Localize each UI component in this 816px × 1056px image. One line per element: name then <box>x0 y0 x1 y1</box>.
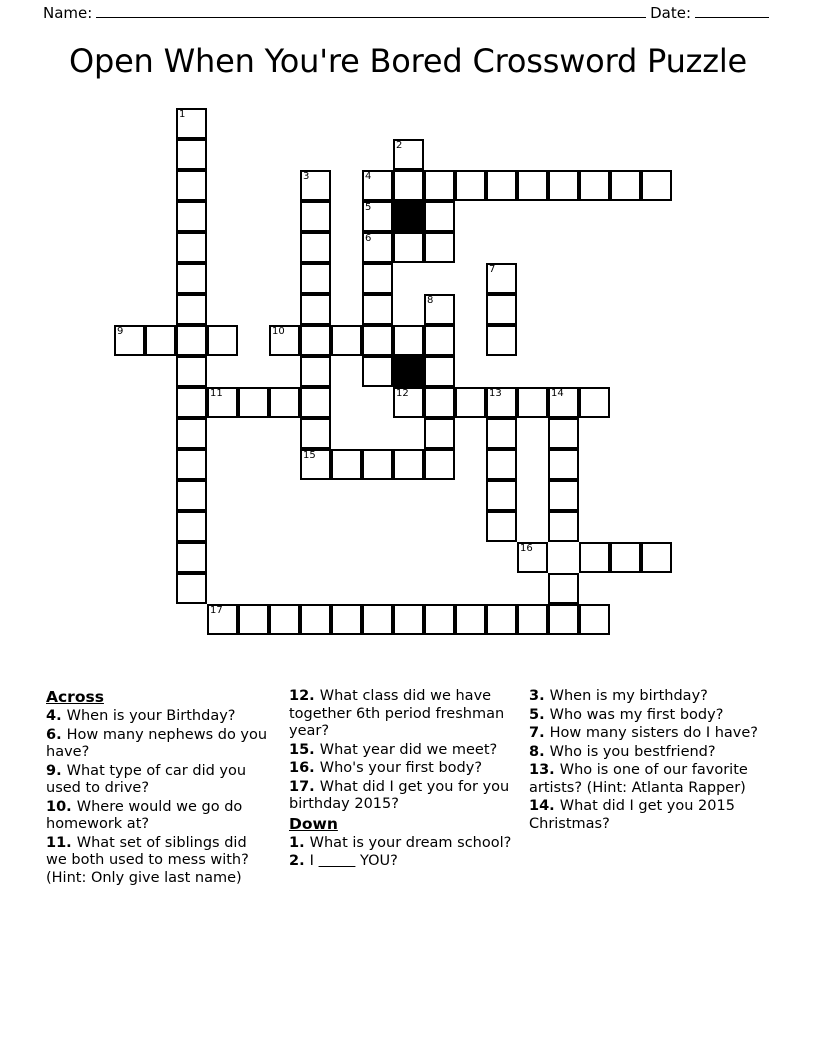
grid-cell-number: 10 <box>272 326 285 337</box>
grid-cell[interactable] <box>176 201 207 232</box>
grid-block-square <box>393 356 424 387</box>
clue-across-9 <box>46 763 272 798</box>
clue-number: 6. <box>46 726 67 743</box>
grid-cell[interactable] <box>455 170 486 201</box>
grid-cell[interactable] <box>176 449 207 480</box>
clue-text: What year did we meet? <box>319 741 498 758</box>
grid-cell[interactable] <box>424 201 455 232</box>
clue-number: 8. <box>529 743 550 760</box>
grid-cell[interactable] <box>176 170 207 201</box>
clue-number: 5. <box>529 706 550 723</box>
clue-across-15 <box>289 742 515 760</box>
clue-across-16 <box>289 760 515 778</box>
grid-cell[interactable] <box>393 139 424 170</box>
grid-cell[interactable] <box>331 604 362 635</box>
clue-across-11 <box>46 835 272 888</box>
grid-cell[interactable] <box>362 449 393 480</box>
clue-down-2 <box>289 853 515 871</box>
grid-cell[interactable] <box>393 325 424 356</box>
down-heading: Down <box>289 814 338 833</box>
grid-cell[interactable] <box>362 232 393 263</box>
grid-cell[interactable] <box>486 263 517 294</box>
clue-text: Who was my first body? <box>549 706 724 723</box>
grid-cell[interactable] <box>300 232 331 263</box>
grid-cell[interactable] <box>362 325 393 356</box>
grid-cell[interactable] <box>486 418 517 449</box>
grid-cell-number: 3 <box>303 171 310 182</box>
clue-down-5 <box>529 707 761 725</box>
grid-cell[interactable] <box>548 170 579 201</box>
grid-cell[interactable] <box>424 170 455 201</box>
grid-cell-number: 7 <box>489 264 496 275</box>
grid-cell[interactable] <box>362 263 393 294</box>
grid-cell-number: 1 <box>179 109 186 120</box>
grid-cell-number: 2 <box>396 140 403 151</box>
clue-number: 3. <box>529 688 550 704</box>
grid-cell[interactable] <box>176 325 207 356</box>
clue-text: Who is one of our favorite artists? (Hint: Atlanta Rapper) <box>529 762 748 796</box>
grid-cell[interactable] <box>362 294 393 325</box>
grid-cell[interactable] <box>114 325 145 356</box>
grid-cell[interactable] <box>238 604 269 635</box>
grid-cell[interactable] <box>393 604 424 635</box>
clue-number: 7. <box>529 725 550 741</box>
date-label: Date: <box>650 4 691 22</box>
grid-cell[interactable] <box>362 201 393 232</box>
clue-number: 14. <box>529 798 560 814</box>
grid-cell[interactable] <box>300 418 331 449</box>
grid-cell-number: 11 <box>210 388 223 399</box>
grid-cell[interactable] <box>579 604 610 635</box>
grid-cell-number: 13 <box>489 388 502 399</box>
clue-text: I <box>309 853 319 869</box>
grid-cell[interactable] <box>300 449 331 480</box>
grid-cell[interactable] <box>300 201 331 232</box>
grid-cell[interactable] <box>548 480 579 511</box>
grid-cell[interactable] <box>393 232 424 263</box>
grid-cell[interactable] <box>424 418 455 449</box>
grid-cell[interactable] <box>145 325 176 356</box>
grid-cell[interactable] <box>486 449 517 480</box>
grid-cell[interactable] <box>455 387 486 418</box>
grid-cell[interactable] <box>517 604 548 635</box>
grid-cell[interactable] <box>548 449 579 480</box>
clue-number: 2. <box>289 853 310 869</box>
grid-cell[interactable] <box>424 387 455 418</box>
grid-cell[interactable] <box>548 387 579 418</box>
grid-cell[interactable] <box>300 387 331 418</box>
grid-cell[interactable] <box>176 232 207 263</box>
grid-cell[interactable] <box>207 604 238 635</box>
grid-cell[interactable] <box>548 604 579 635</box>
page-title: Open When You're Bored Crossword Puzzle <box>68 42 748 80</box>
grid-cell-number: 5 <box>365 202 372 213</box>
clue-down-13 <box>529 762 761 797</box>
grid-cell[interactable] <box>486 294 517 325</box>
grid-cell[interactable] <box>176 480 207 511</box>
grid-cell[interactable] <box>455 604 486 635</box>
clue-text: YOU? <box>355 853 398 869</box>
clue-text: What did I get you 2015 Christmas? <box>529 798 735 832</box>
grid-cell[interactable] <box>393 170 424 201</box>
clue-across-12 <box>289 688 515 741</box>
clue-number: 4. <box>46 708 67 724</box>
grid-cell[interactable] <box>207 387 238 418</box>
grid-cell[interactable] <box>424 294 455 325</box>
grid-cell[interactable] <box>300 356 331 387</box>
grid-cell[interactable] <box>176 294 207 325</box>
grid-cell-number: 16 <box>520 543 533 554</box>
clue-down-8 <box>529 744 761 762</box>
across-heading: Across <box>46 688 104 706</box>
clue-down-7 <box>529 725 761 743</box>
grid-cell[interactable] <box>176 418 207 449</box>
clue-text: Where would we go do homework at? <box>46 798 243 832</box>
grid-cell[interactable] <box>393 387 424 418</box>
grid-cell[interactable] <box>641 542 672 573</box>
clue-column-2 <box>289 688 515 872</box>
grid-cell[interactable] <box>548 418 579 449</box>
clue-text: What type of car did you used to drive? <box>46 762 247 796</box>
clue-down-1 <box>289 835 515 853</box>
clue-text: When is your Birthday? <box>66 708 236 724</box>
grid-cell-number: 6 <box>365 233 372 244</box>
clue-down-14 <box>529 798 761 833</box>
clue-text: How many sisters do I have? <box>549 725 759 741</box>
grid-cell[interactable] <box>517 542 548 573</box>
grid-cell-number: 17 <box>210 605 223 616</box>
grid-cell[interactable] <box>331 449 362 480</box>
clue-number: 11. <box>46 834 77 851</box>
grid-cell[interactable] <box>269 387 300 418</box>
grid-cell[interactable] <box>424 356 455 387</box>
grid-cell[interactable] <box>176 356 207 387</box>
grid-cell[interactable] <box>176 387 207 418</box>
grid-cell[interactable] <box>486 480 517 511</box>
grid-cell-number: 14 <box>551 388 564 399</box>
clue-text: What did I get you for you birthday 2015? <box>289 778 510 812</box>
grid-cell[interactable] <box>300 170 331 201</box>
clue-number: 17. <box>289 778 320 795</box>
clue-text: When is my birthday? <box>549 688 708 704</box>
grid-cell-number: 4 <box>365 171 372 182</box>
clue-across-4 <box>46 708 272 726</box>
grid-cell[interactable] <box>300 325 331 356</box>
grid-cell[interactable] <box>176 511 207 542</box>
grid-cell[interactable] <box>486 604 517 635</box>
grid-cell[interactable] <box>238 387 269 418</box>
clue-number: 15. <box>289 741 320 758</box>
clue-across-6 <box>46 727 272 762</box>
grid-cell[interactable] <box>610 170 641 201</box>
grid-cell[interactable] <box>176 573 207 604</box>
clue-column-1 <box>46 688 272 888</box>
grid-cell[interactable] <box>424 325 455 356</box>
grid-cell-number: 12 <box>396 388 409 399</box>
grid-cell-number: 15 <box>303 450 316 461</box>
grid-cell[interactable] <box>548 511 579 542</box>
grid-cell[interactable] <box>424 232 455 263</box>
clue-text: Who's your first body? <box>319 760 483 776</box>
grid-cell-number: 9 <box>117 326 124 337</box>
clue-text: How many nephews do you have? <box>46 726 268 760</box>
grid-cell[interactable] <box>610 542 641 573</box>
grid-cell[interactable] <box>424 604 455 635</box>
grid-cell[interactable] <box>176 139 207 170</box>
grid-cell[interactable] <box>331 325 362 356</box>
clue-text: What class did we have together 6th period freshman year? <box>289 688 505 739</box>
grid-cell[interactable] <box>269 604 300 635</box>
clue-column-3 <box>529 688 761 834</box>
grid-cell[interactable] <box>362 604 393 635</box>
grid-cell[interactable] <box>300 263 331 294</box>
grid-cell[interactable] <box>362 170 393 201</box>
grid-cell[interactable] <box>486 511 517 542</box>
clue-number: 16. <box>289 760 320 776</box>
clue-text: What set of siblings did we both used to mess with? (Hint: Only give last name) <box>46 834 249 886</box>
clue-across-17 <box>289 779 515 814</box>
grid-cell[interactable] <box>269 325 300 356</box>
grid-cell[interactable] <box>641 170 672 201</box>
grid-cell[interactable] <box>486 170 517 201</box>
grid-cell[interactable] <box>579 387 610 418</box>
grid-cell[interactable] <box>300 604 331 635</box>
name-label: Name: <box>43 4 93 22</box>
clue-number: 9. <box>46 762 67 779</box>
clue-blank-line[interactable] <box>319 853 356 869</box>
clue-text: Who is you bestfriend? <box>549 743 716 760</box>
grid-cell[interactable] <box>176 542 207 573</box>
clue-number: 12. <box>289 688 320 704</box>
grid-cell[interactable] <box>424 449 455 480</box>
grid-cell[interactable] <box>393 449 424 480</box>
clue-number: 10. <box>46 798 77 815</box>
clue-text: What is your dream school? <box>309 834 512 851</box>
grid-cell[interactable] <box>517 170 548 201</box>
grid-cell[interactable] <box>517 387 548 418</box>
grid-cell[interactable] <box>579 170 610 201</box>
clue-number: 1. <box>289 834 310 851</box>
grid-cell[interactable] <box>486 325 517 356</box>
grid-block-square <box>393 201 424 232</box>
grid-cell[interactable] <box>579 542 610 573</box>
grid-cell-number: 8 <box>427 295 434 306</box>
grid-cell[interactable] <box>176 108 207 139</box>
clue-across-10 <box>46 799 272 834</box>
clue-number: 13. <box>529 762 560 778</box>
grid-cell[interactable] <box>486 387 517 418</box>
grid-cell[interactable] <box>176 263 207 294</box>
grid-cell[interactable] <box>362 356 393 387</box>
grid-cell[interactable] <box>548 573 579 604</box>
clue-down-3 <box>529 688 761 706</box>
grid-cell[interactable] <box>300 294 331 325</box>
grid-cell[interactable] <box>207 325 238 356</box>
clues-section <box>0 688 816 988</box>
